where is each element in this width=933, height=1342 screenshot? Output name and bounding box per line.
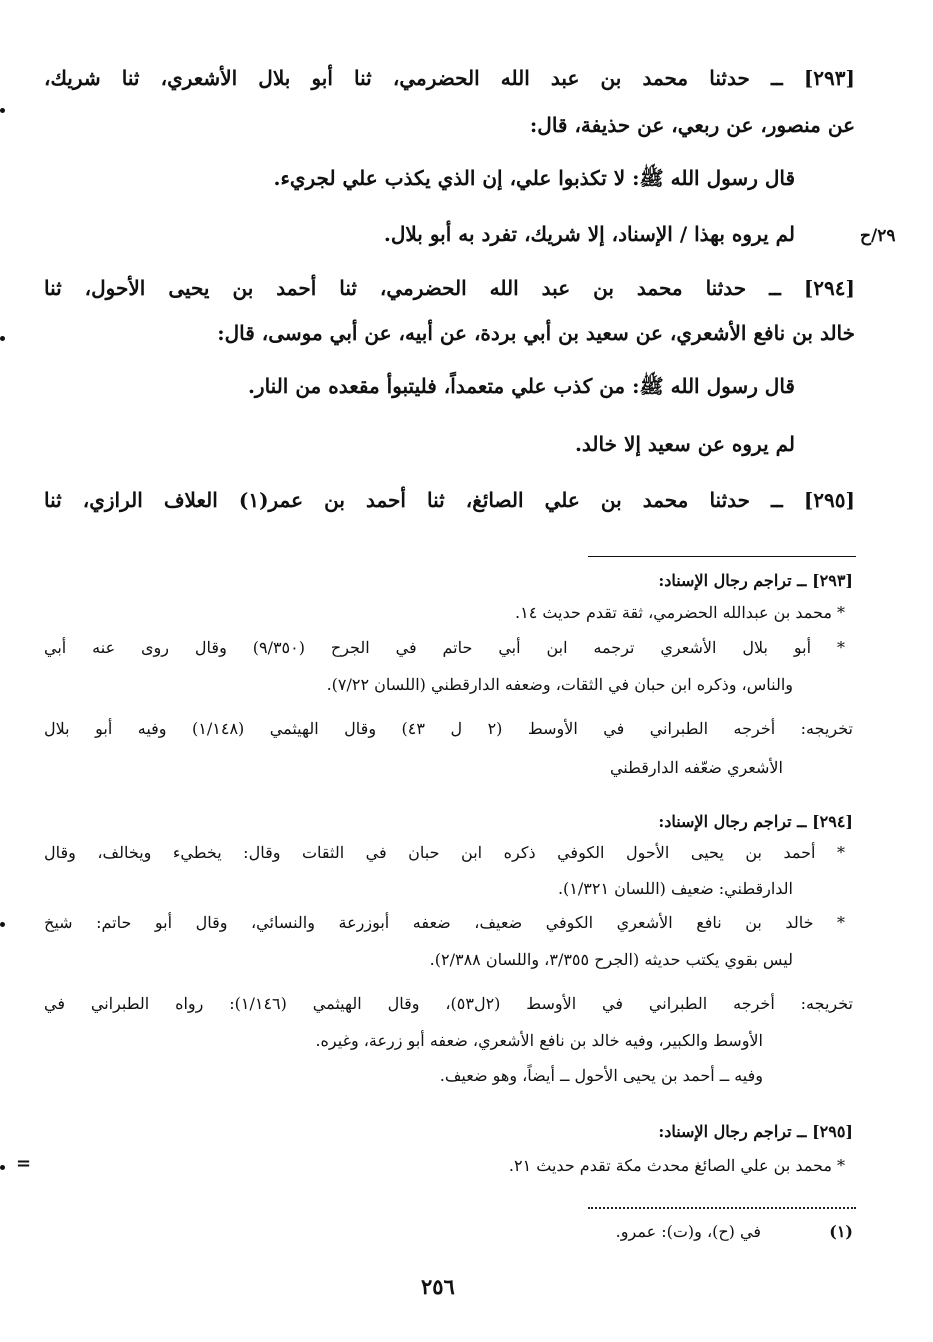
notes-294-takhrij-line-3: وفيه ــ أحمد بن يحيى الأحول ــ أيضاً، وهو ضعيف. <box>439 1066 763 1085</box>
notes-295-heading: [٢٩٥] ــ تراجم رجال الإسناد: <box>658 1122 853 1141</box>
notes-293-takhrij-line-1: تخريجه: أخرجه الطبراني في الأوسط (٢ ل ٤٣) وقال الهيثمي (١/١٤٨) وفيه أبو بلال <box>44 719 854 738</box>
scan-mark <box>0 1165 5 1170</box>
scan-mark <box>0 922 5 927</box>
notes-293-heading: [٢٩٣] ــ تراجم رجال الإسناد: <box>658 571 853 590</box>
notes-293-takhrij-line-2: الأشعري ضعّفه الدارقطني <box>609 758 783 777</box>
hadith-295-line-1: [٢٩٥] ــ حدثنا محمد بن علي الصائغ، ثنا أحمد بن عمر(١) العلاف الرازي، ثنا <box>44 488 855 512</box>
notes-294-item-a-line-2: الدارقطني: ضعيف (اللسان ١/٣٢١). <box>557 879 793 898</box>
hadith-293-note: لم يروه بهذا / الإسناد، إلا شريك، تفرد به أبو بلال. <box>383 222 795 246</box>
hadith-293-line-2: عن منصور، عن ربعي، عن حذيفة، قال: <box>529 113 855 137</box>
scan-mark <box>0 108 5 113</box>
notes-293-item-b-line-1: * أبو بلال الأشعري ترجمه ابن أبي حاتم في الجرح (٩/٣٥٠) وقال روى عنه أبي <box>44 638 845 657</box>
page-number: ٢٥٦ <box>421 1274 455 1299</box>
footnote-text: في (ح)، و(ت): عمرو. <box>615 1222 761 1241</box>
notes-295-item-a: * محمد بن علي الصائغ محدث مكة تقدم حديث ٢١. <box>508 1156 845 1175</box>
hadith-294-note: لم يروه عن سعيد إلا خالد. <box>574 432 795 456</box>
notes-294-item-b-line-1: * خالد بن نافع الأشعري الكوفي ضعيف، ضعفه أبوزرعة والنسائي، وقال أبو حاتم: شيخ <box>44 913 845 932</box>
notes-294-item-a-line-1: * أحمد بن يحيى الأحول الكوفي ذكره ابن حبان في الثقات وقال: يخطيء ويخالف، وقال <box>44 843 845 862</box>
notes-293-item-b-line-2: والناس، وذكره ابن حبان في الثقات، وضعفه الدارقطني (اللسان ٧/٢٢). <box>326 675 793 694</box>
notes-294-item-b-line-2: ليس بقوي يكتب حديثه (الجرح ٣/٣٥٥، واللسان ٢/٣٨٨). <box>429 950 793 969</box>
hadith-294-text: قال رسول الله ﷺ: من كذب علي متعمداً، فليتبوأ مقعده من النار. <box>247 374 795 398</box>
hadith-294-line-1: [٢٩٤] ــ حدثنا محمد بن عبد الله الحضرمي، ثنا أحمد بن يحيى الأحول، ثنا <box>44 276 855 300</box>
hadith-293-line-1: [٢٩٣] ــ حدثنا محمد بن عبد الله الحضرمي، ثنا أبو بلال الأشعري، ثنا شريك، <box>44 66 855 90</box>
footnote-separator <box>588 556 856 557</box>
margin-reference: ٢٩/ح <box>860 226 896 246</box>
notes-293-item-a: * محمد بن عبدالله الحضرمي، ثقة تقدم حديث ١٤. <box>515 603 845 622</box>
notes-294-takhrij-line-1: تخريجه: أخرجه الطبراني في الأوسط (٢ل٥٣)، وقال الهيثمي (١/١٤٦): رواه الطبراني في <box>44 994 854 1013</box>
notes-294-takhrij-line-2: الأوسط والكبير، وفيه خالد بن نافع الأشعري، ضعفه أبو زرعة، وغيره. <box>315 1031 763 1050</box>
hadith-293-text: قال رسول الله ﷺ: لا تكذبوا علي، إن الذي يكذب علي لجريء. <box>273 166 795 190</box>
scan-mark <box>0 336 5 341</box>
footnote-dotted-rule <box>588 1207 856 1209</box>
scan-mark-equals: = <box>16 1153 32 1174</box>
notes-294-heading: [٢٩٤] ــ تراجم رجال الإسناد: <box>658 812 853 831</box>
footnote-number: (١) <box>829 1222 853 1241</box>
hadith-294-line-2: خالد بن نافع الأشعري، عن سعيد بن أبي بردة، عن أبيه، عن أبي موسى، قال: <box>217 321 855 345</box>
